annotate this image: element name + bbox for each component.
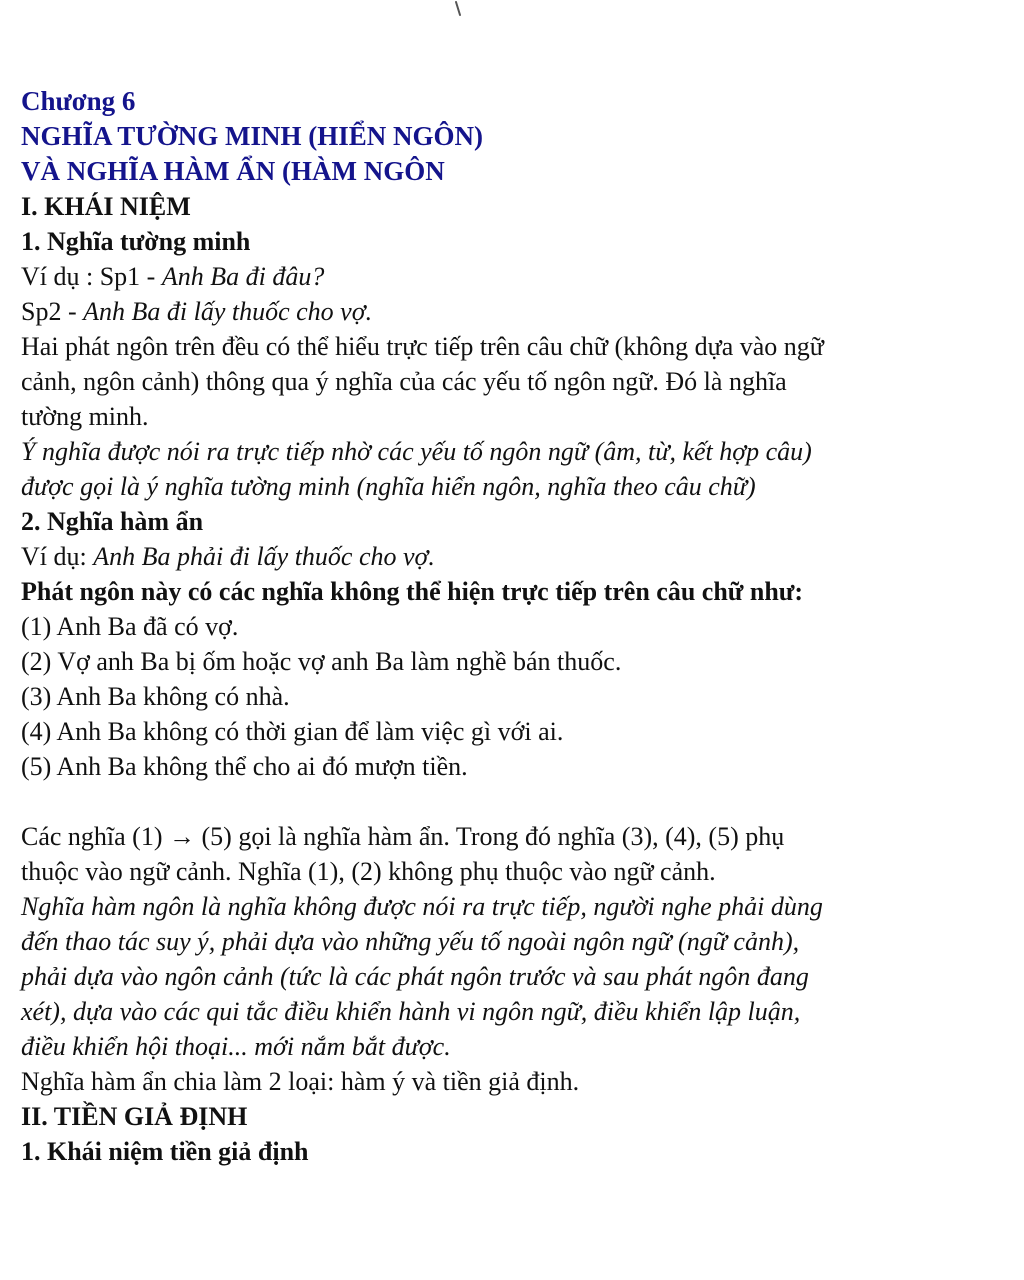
definition-line: phải dựa vào ngôn cảnh (tức là các phát ngôn trước và sau phát ngôn đang bbox=[21, 962, 809, 991]
definition-line: Nghĩa hàm ngôn là nghĩa không được nói ra trực tiếp, người nghe phải dùng bbox=[21, 892, 823, 921]
implicit-lead: Phát ngôn này có các nghĩa không thể hiện trực tiếp trên câu chữ như: bbox=[21, 577, 804, 606]
definition-line: Ý nghĩa được nói ra trực tiếp nhờ các yếu tố ngôn ngữ (âm, từ, kết hợp câu) bbox=[21, 437, 812, 466]
example-prefix: Ví dụ: bbox=[21, 542, 94, 571]
example-implicit bbox=[21, 539, 1006, 574]
subsection-2-title: 2. Nghĩa hàm ẩn bbox=[21, 507, 204, 536]
list-item: (4) Anh Ba không có thời gian để làm việc gì với ai. bbox=[21, 717, 564, 746]
list-item: (2) Vợ anh Ba bị ốm hoặc vợ anh Ba làm nghề bán thuốc. bbox=[21, 647, 622, 676]
section-2-title: II. TIỀN GIẢ ĐỊNH bbox=[21, 1102, 248, 1131]
paragraph-line: Hai phát ngôn trên đều có thể hiểu trực tiếp trên câu chữ (không dựa vào ngữ bbox=[21, 332, 824, 361]
section-1-title: I. KHÁI NIỆM bbox=[21, 192, 191, 221]
example-sp1-text: Anh Ba đi đâu? bbox=[161, 262, 325, 291]
document-page bbox=[21, 84, 1006, 1169]
list-item: (5) Anh Ba không thể cho ai đó mượn tiền. bbox=[21, 752, 468, 781]
example-sp2-text: Anh Ba đi lấy thuốc cho vợ. bbox=[83, 297, 373, 326]
definition-line: điều khiển hội thoại... mới nắm bắt được. bbox=[21, 1032, 451, 1061]
summary-line: thuộc vào ngữ cảnh. Nghĩa (1), (2) không phụ thuộc vào ngữ cảnh. bbox=[21, 857, 716, 886]
blank-line bbox=[21, 784, 1006, 819]
classification-line: Nghĩa hàm ẩn chia làm 2 loại: hàm ý và tiền giả định. bbox=[21, 1067, 580, 1096]
chapter-label: Chương 6 bbox=[21, 86, 136, 116]
example-prefix: Ví dụ : Sp1 - bbox=[21, 262, 162, 291]
paragraph-line: cảnh, ngôn cảnh) thông qua ý nghĩa của các yếu tố ngôn ngữ. Đó là nghĩa bbox=[21, 367, 787, 396]
example-sp2-prefix: Sp2 - bbox=[21, 297, 84, 326]
definition-line: xét), dựa vào các qui tắc điều khiển hành vi ngôn ngữ, điều khiển lập luận, bbox=[21, 997, 801, 1026]
definition-line: đến thao tác suy ý, phải dựa vào những yếu tố ngoài ngôn ngữ (ngữ cảnh), bbox=[21, 927, 800, 956]
definition-line: được gọi là ý nghĩa tường minh (nghĩa hiển ngôn, nghĩa theo câu chữ) bbox=[21, 472, 756, 501]
list-item: (1) Anh Ba đã có vợ. bbox=[21, 612, 239, 641]
example-implicit-text: Anh Ba phải đi lấy thuốc cho vợ. bbox=[93, 542, 435, 571]
pen-mark bbox=[448, 0, 470, 20]
example-sp2 bbox=[21, 294, 1006, 329]
chapter-title-line-1: NGHĨA TƯỜNG MINH (HIỂN NGÔN) bbox=[21, 121, 484, 151]
list-item: (3) Anh Ba không có nhà. bbox=[21, 682, 290, 711]
section-2-subsection-1-title: 1. Khái niệm tiền giả định bbox=[21, 1137, 309, 1166]
subsection-1-title: 1. Nghĩa tường minh bbox=[21, 227, 251, 256]
summary-line: Các nghĩa (1) → (5) gọi là nghĩa hàm ẩn. Trong đó nghĩa (3), (4), (5) phụ bbox=[21, 822, 785, 851]
chapter-title-line-2: VÀ NGHĨA HÀM ẨN (HÀM NGÔN bbox=[21, 156, 445, 186]
example-sp1 bbox=[21, 259, 1006, 294]
paragraph-line: tường minh. bbox=[21, 402, 149, 431]
